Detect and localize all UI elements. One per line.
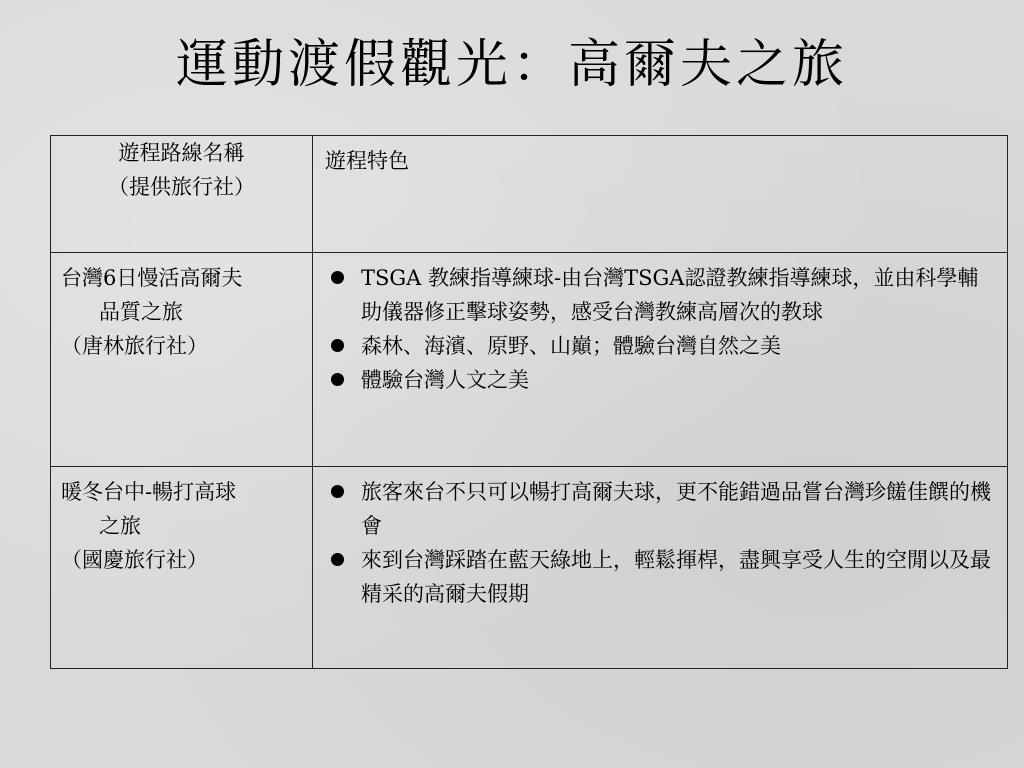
header-agency: （提供旅行社） — [108, 175, 255, 199]
list-item — [323, 543, 997, 611]
route-name-cell — [51, 253, 313, 467]
table-row — [51, 467, 1008, 669]
list-item — [323, 261, 997, 329]
route-features-cell — [313, 253, 1008, 467]
route-name: 台灣6日慢活高爾夫 — [61, 266, 243, 290]
route-name: 暖冬台中-暢打高球 — [61, 480, 237, 504]
route-agency: （國慶旅行社） — [61, 548, 208, 572]
route-name-cont: 之旅 — [99, 514, 141, 538]
feature-text: 體驗台灣人文之美 — [361, 368, 529, 392]
route-features-cell — [313, 467, 1008, 669]
list-item — [323, 363, 997, 397]
bullet-icon — [331, 485, 344, 498]
list-item — [323, 475, 997, 543]
feature-list — [323, 475, 997, 611]
bullet-icon — [331, 271, 344, 284]
header-route-name-cell — [51, 136, 313, 253]
tour-routes-table — [50, 135, 1008, 669]
feature-list — [323, 261, 997, 397]
bullet-icon — [331, 373, 344, 386]
route-name-cell — [51, 467, 313, 669]
feature-text: 旅客來台不只可以暢打高爾夫球，更不能錯過品嘗台灣珍饈佳饌的機會 — [361, 480, 991, 538]
header-route-name: 遊程路線名稱 — [118, 141, 245, 165]
list-item — [323, 329, 997, 363]
bullet-icon — [331, 553, 344, 566]
route-name-cont: 品質之旅 — [99, 300, 183, 324]
feature-text: 來到台灣踩踏在藍天綠地上，輕鬆揮桿，盡興享受人生的空閒以及最精采的高爾夫假期 — [361, 548, 991, 606]
feature-text: TSGA 教練指導練球-由台灣TSGA認證教練指導練球，並由科學輔助儀器修正擊球姿勢，感受台灣教練高層次的教球 — [361, 266, 979, 324]
feature-text: 森林、海濱、原野、山巔；體驗台灣自然之美 — [361, 334, 781, 358]
table-header-row — [51, 136, 1008, 253]
header-features-cell: 遊程特色 — [313, 136, 1008, 253]
table-row — [51, 253, 1008, 467]
slide-title: 運動渡假觀光：高爾夫之旅 — [175, 35, 848, 95]
bullet-icon — [331, 339, 344, 352]
route-agency: （唐林旅行社） — [61, 334, 208, 358]
